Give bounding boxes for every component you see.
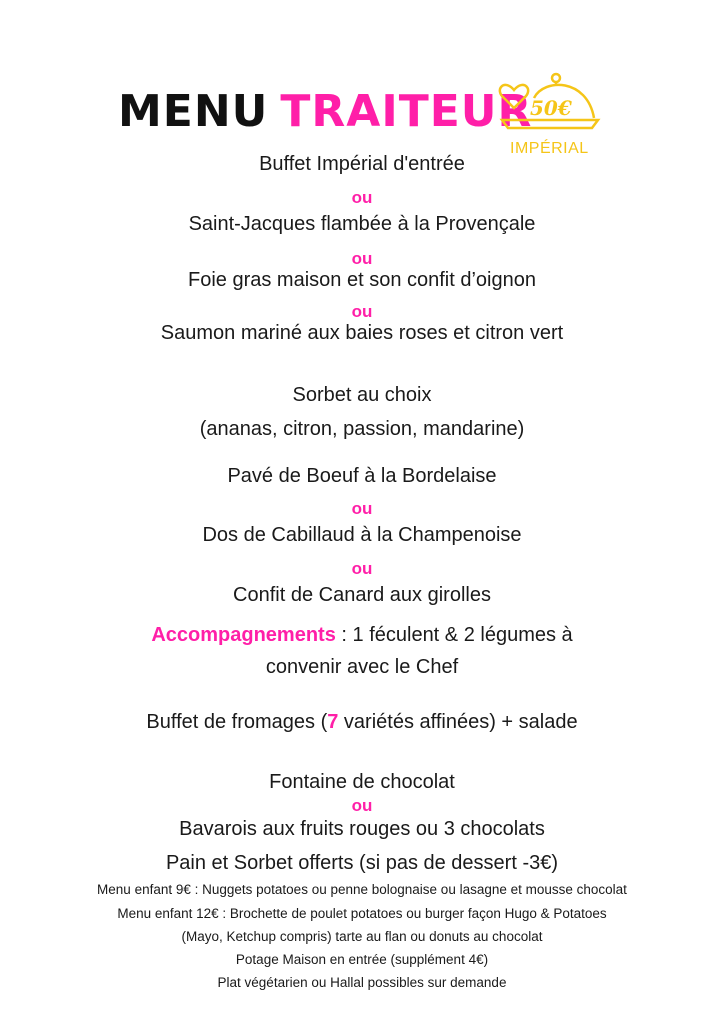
sides-line-2: convenir avec le Chef — [265, 656, 459, 678]
title-word-menu: MENU — [118, 86, 269, 137]
badge-label: IMPÉRIAL — [510, 140, 589, 157]
entree-option-4: Saumon mariné aux baies roses et citron vert — [160, 322, 564, 344]
main-option-3: Confit de Canard aux girolles — [233, 584, 491, 606]
badge-price: 50€ — [530, 96, 572, 120]
cheese-text-before: Buffet de fromages ( — [146, 711, 328, 733]
entree-option-1: Buffet Impérial d'entrée — [259, 153, 465, 175]
entree-option-2: Saint-Jacques flambée à la Provençale — [188, 213, 536, 235]
footer-line-4: Potage Maison en entrée (supplément 4€) — [235, 952, 489, 967]
or-separator: ou — [351, 796, 373, 815]
main-option-2: Dos de Cabillaud à la Champenoise — [202, 524, 522, 546]
or-separator: ou — [351, 302, 373, 321]
sides-label: Accompagnements — [151, 624, 336, 646]
or-separator: ou — [351, 559, 373, 578]
sides-line — [0, 624, 724, 647]
menu-title — [118, 86, 532, 137]
dessert-option-2: Bavarois aux fruits rouges ou 3 chocolats — [179, 818, 545, 840]
or-separator: ou — [351, 249, 373, 268]
or-separator: ou — [351, 499, 373, 518]
footer-line-2: Menu enfant 12€ : Brochette de poulet potatoes ou burger façon Hugo & Potatoes — [117, 906, 607, 921]
entree-option-3: Foie gras maison et son confit d’oignon — [188, 269, 536, 291]
dessert-note: Pain et Sorbet offerts (si pas de dessert -3€) — [165, 852, 559, 874]
dessert-option-1: Fontaine de chocolat — [269, 771, 455, 793]
footer-line-1: Menu enfant 9€ : Nuggets potatoes ou penne bolognaise ou lasagne et mousse chocolat — [97, 882, 627, 897]
cheese-text-after: variétés affinées) + salade — [338, 711, 578, 733]
footer-line-3: (Mayo, Ketchup compris) tarte au flan ou donuts au chocolat — [181, 929, 543, 944]
or-separator: ou — [351, 188, 373, 207]
cheese-line — [0, 711, 724, 734]
title-word-traiteur: TRAITEUR — [280, 86, 533, 137]
main-option-1: Pavé de Boeuf à la Bordelaise — [227, 465, 497, 487]
sides-text: : 1 féculent & 2 légumes à — [335, 624, 573, 646]
sorbet-line: Sorbet au choix — [292, 384, 432, 406]
cheese-count: 7 — [327, 711, 339, 733]
price-badge — [492, 68, 602, 163]
footer-line-5: Plat végétarien ou Hallal possibles sur demande — [217, 975, 507, 990]
sorbet-flavours: (ananas, citron, passion, mandarine) — [199, 418, 525, 440]
